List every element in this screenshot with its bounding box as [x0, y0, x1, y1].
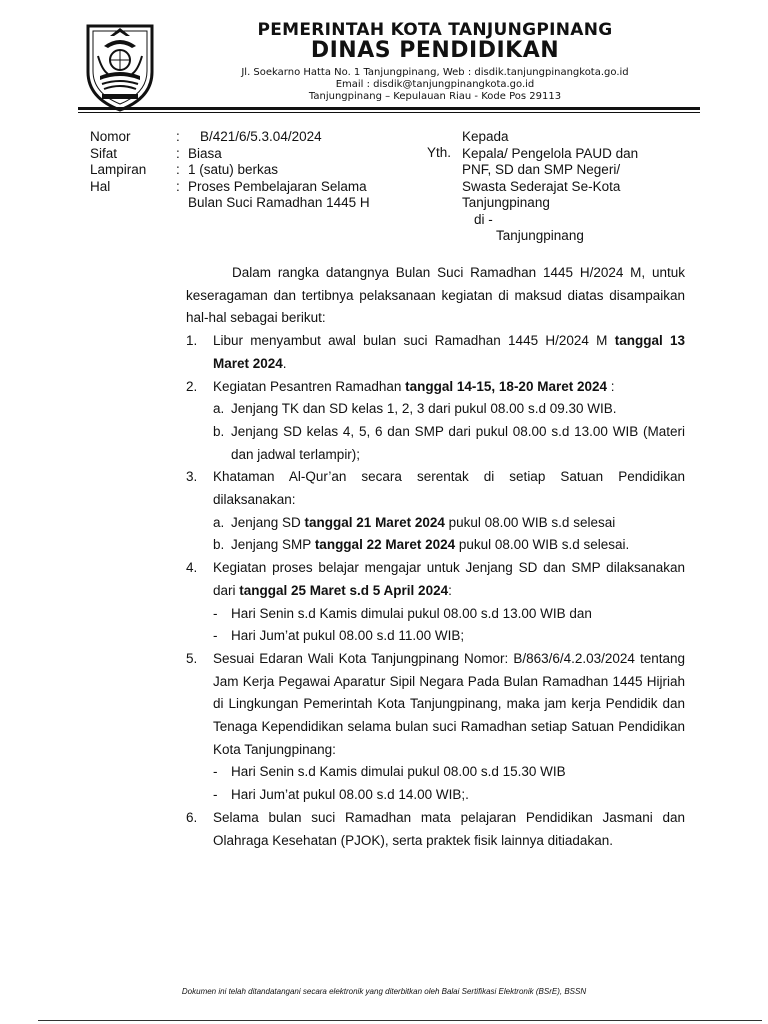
postal-line: Tanjungpinang – Kepulauan Riau - Kode Pos 29113: [308, 91, 562, 102]
recipient-line: PNF, SD dan SMP Negeri/: [462, 162, 621, 177]
dash-item: - Hari Jum’at pukul 08.00 s.d 14.00 WIB;.: [213, 787, 469, 803]
letterhead: [0, 0, 768, 118]
dash-item: - Hari Jum’at pukul 08.00 s.d 11.00 WIB;: [213, 628, 465, 644]
recipient-city: Tanjungpinang: [496, 228, 584, 243]
recipient-line: Swasta Sederajat Se-Kota: [462, 178, 621, 194]
kepada-label: Kepada: [462, 129, 509, 144]
sub-item: a. Jenjang SD tanggal 21 Maret 2024 pukul 08.00 WIB s.d selesai: [213, 514, 616, 530]
meta-lampiran: Lampiran : 1 (satu) berkas: [90, 162, 279, 177]
list-item: 1. Libur menyambut awal bulan suci Ramadhan 1445 H/2024 M tanggal 13 Maret 2024.: [186, 333, 685, 371]
list-item: 3. Khataman Al-Qur’an secara serentak di setiap Satuan Pendidikan dilaksanakan:: [186, 469, 685, 508]
recipient-block: [462, 129, 702, 245]
recipient-line: Tanjungpinang: [462, 195, 550, 210]
dash-item: - Hari Senin s.d Kamis dimulai pukul 08.00 s.d 13.00 WIB dan: [213, 605, 592, 621]
email-line: Email : disdik@tanjungpinangkota.go.id: [335, 79, 535, 90]
meta-nomor: Nomor : B/421/6/5.3.04/2024: [90, 129, 322, 144]
address-line: Jl. Soekarno Hatta No. 1 Tanjungpinang, Web : disdik.tanjungpinangkota.go.id: [241, 67, 629, 78]
department-name: DINAS PENDIDIKAN: [310, 38, 560, 63]
list-item: 6. Selama bulan suci Ramadhan mata pelajaran Pendidikan Jasmani dan Olahraga Kesehatan (PJOK), serta praktek fisik lainnya ditiadakan.: [186, 809, 685, 848]
yth-label: Yth.: [427, 145, 452, 160]
letter-meta: [90, 129, 370, 212]
government-name: PEMERINTAH KOTA TANJUNGPINANG: [257, 20, 613, 40]
intro-paragraph: Dalam rangka datangnya Bulan Suci Ramadhan 1445 H/2024 M, untuk keseragaman dan tertibnya pelaksanaan kegiatan di maksud diatas disampaikan hal-hal sebagai berikut:: [186, 265, 685, 326]
sub-item: b. Jenjang SD kelas 4, 5, 6 dan SMP dari pukul 08.00 s.d 13.00 WIB (Materi dan jadwal terlampir);: [213, 423, 685, 462]
list-item: 5. Sesuai Edaran Wali Kota Tanjungpinang Nomor: B/863/6/4.2.03/2024 tentang Jam Kerja Pegawai Aparatur Sipil Negara Pada Bulan Ramadhan 1445 Hijriah di Lingkungan Pemerintah Kota Tanjungpinang, maka jam kerja Pendidik dan Tenaga Kependidikan selama bulan suci Ramadhan setiap Satuan Pendidikan Kota Tanjungpinang:: [186, 650, 685, 757]
city-emblem-icon: [82, 20, 158, 112]
header-divider-thick: [78, 107, 700, 110]
meta-hal: Hal : Proses Pembelajaran Selama: [90, 178, 367, 194]
recipient-line: Kepala/ Pengelola PAUD dan: [462, 145, 639, 161]
e-signature-footer: Dokumen ini telah ditandatangani secara elektronik yang diterbitkan oleh Balai Sertifikasi Elektronik (BSrE), BSSN: [181, 987, 587, 996]
sub-item: a. Jenjang TK dan SD kelas 1, 2, 3 dari pukul 08.00 s.d 09.30 WIB.: [213, 401, 617, 417]
header-divider-thin: [78, 112, 700, 113]
meta-sifat: Sifat : Biasa: [90, 145, 222, 161]
letter-body: [186, 262, 685, 852]
list-item: 4. Kegiatan proses belajar mengajar untuk Jenjang SD dan SMP dilaksanakan dari tanggal 25 Maret s.d 5 April 2024:: [186, 560, 685, 598]
meta-hal-continued: Bulan Suci Ramadhan 1445 H: [188, 195, 370, 210]
list-item: 2. Kegiatan Pesantren Ramadhan tanggal 14-15, 18-20 Maret 2024 :: [186, 378, 615, 394]
di-label: di -: [474, 211, 493, 227]
sub-item: b. Jenjang SMP tanggal 22 Maret 2024 pukul 08.00 WIB s.d selesai.: [213, 537, 630, 553]
footer-divider: [38, 1020, 762, 1021]
dash-item: - Hari Senin s.d Kamis dimulai pukul 08.00 s.d 15.30 WIB: [213, 764, 566, 780]
